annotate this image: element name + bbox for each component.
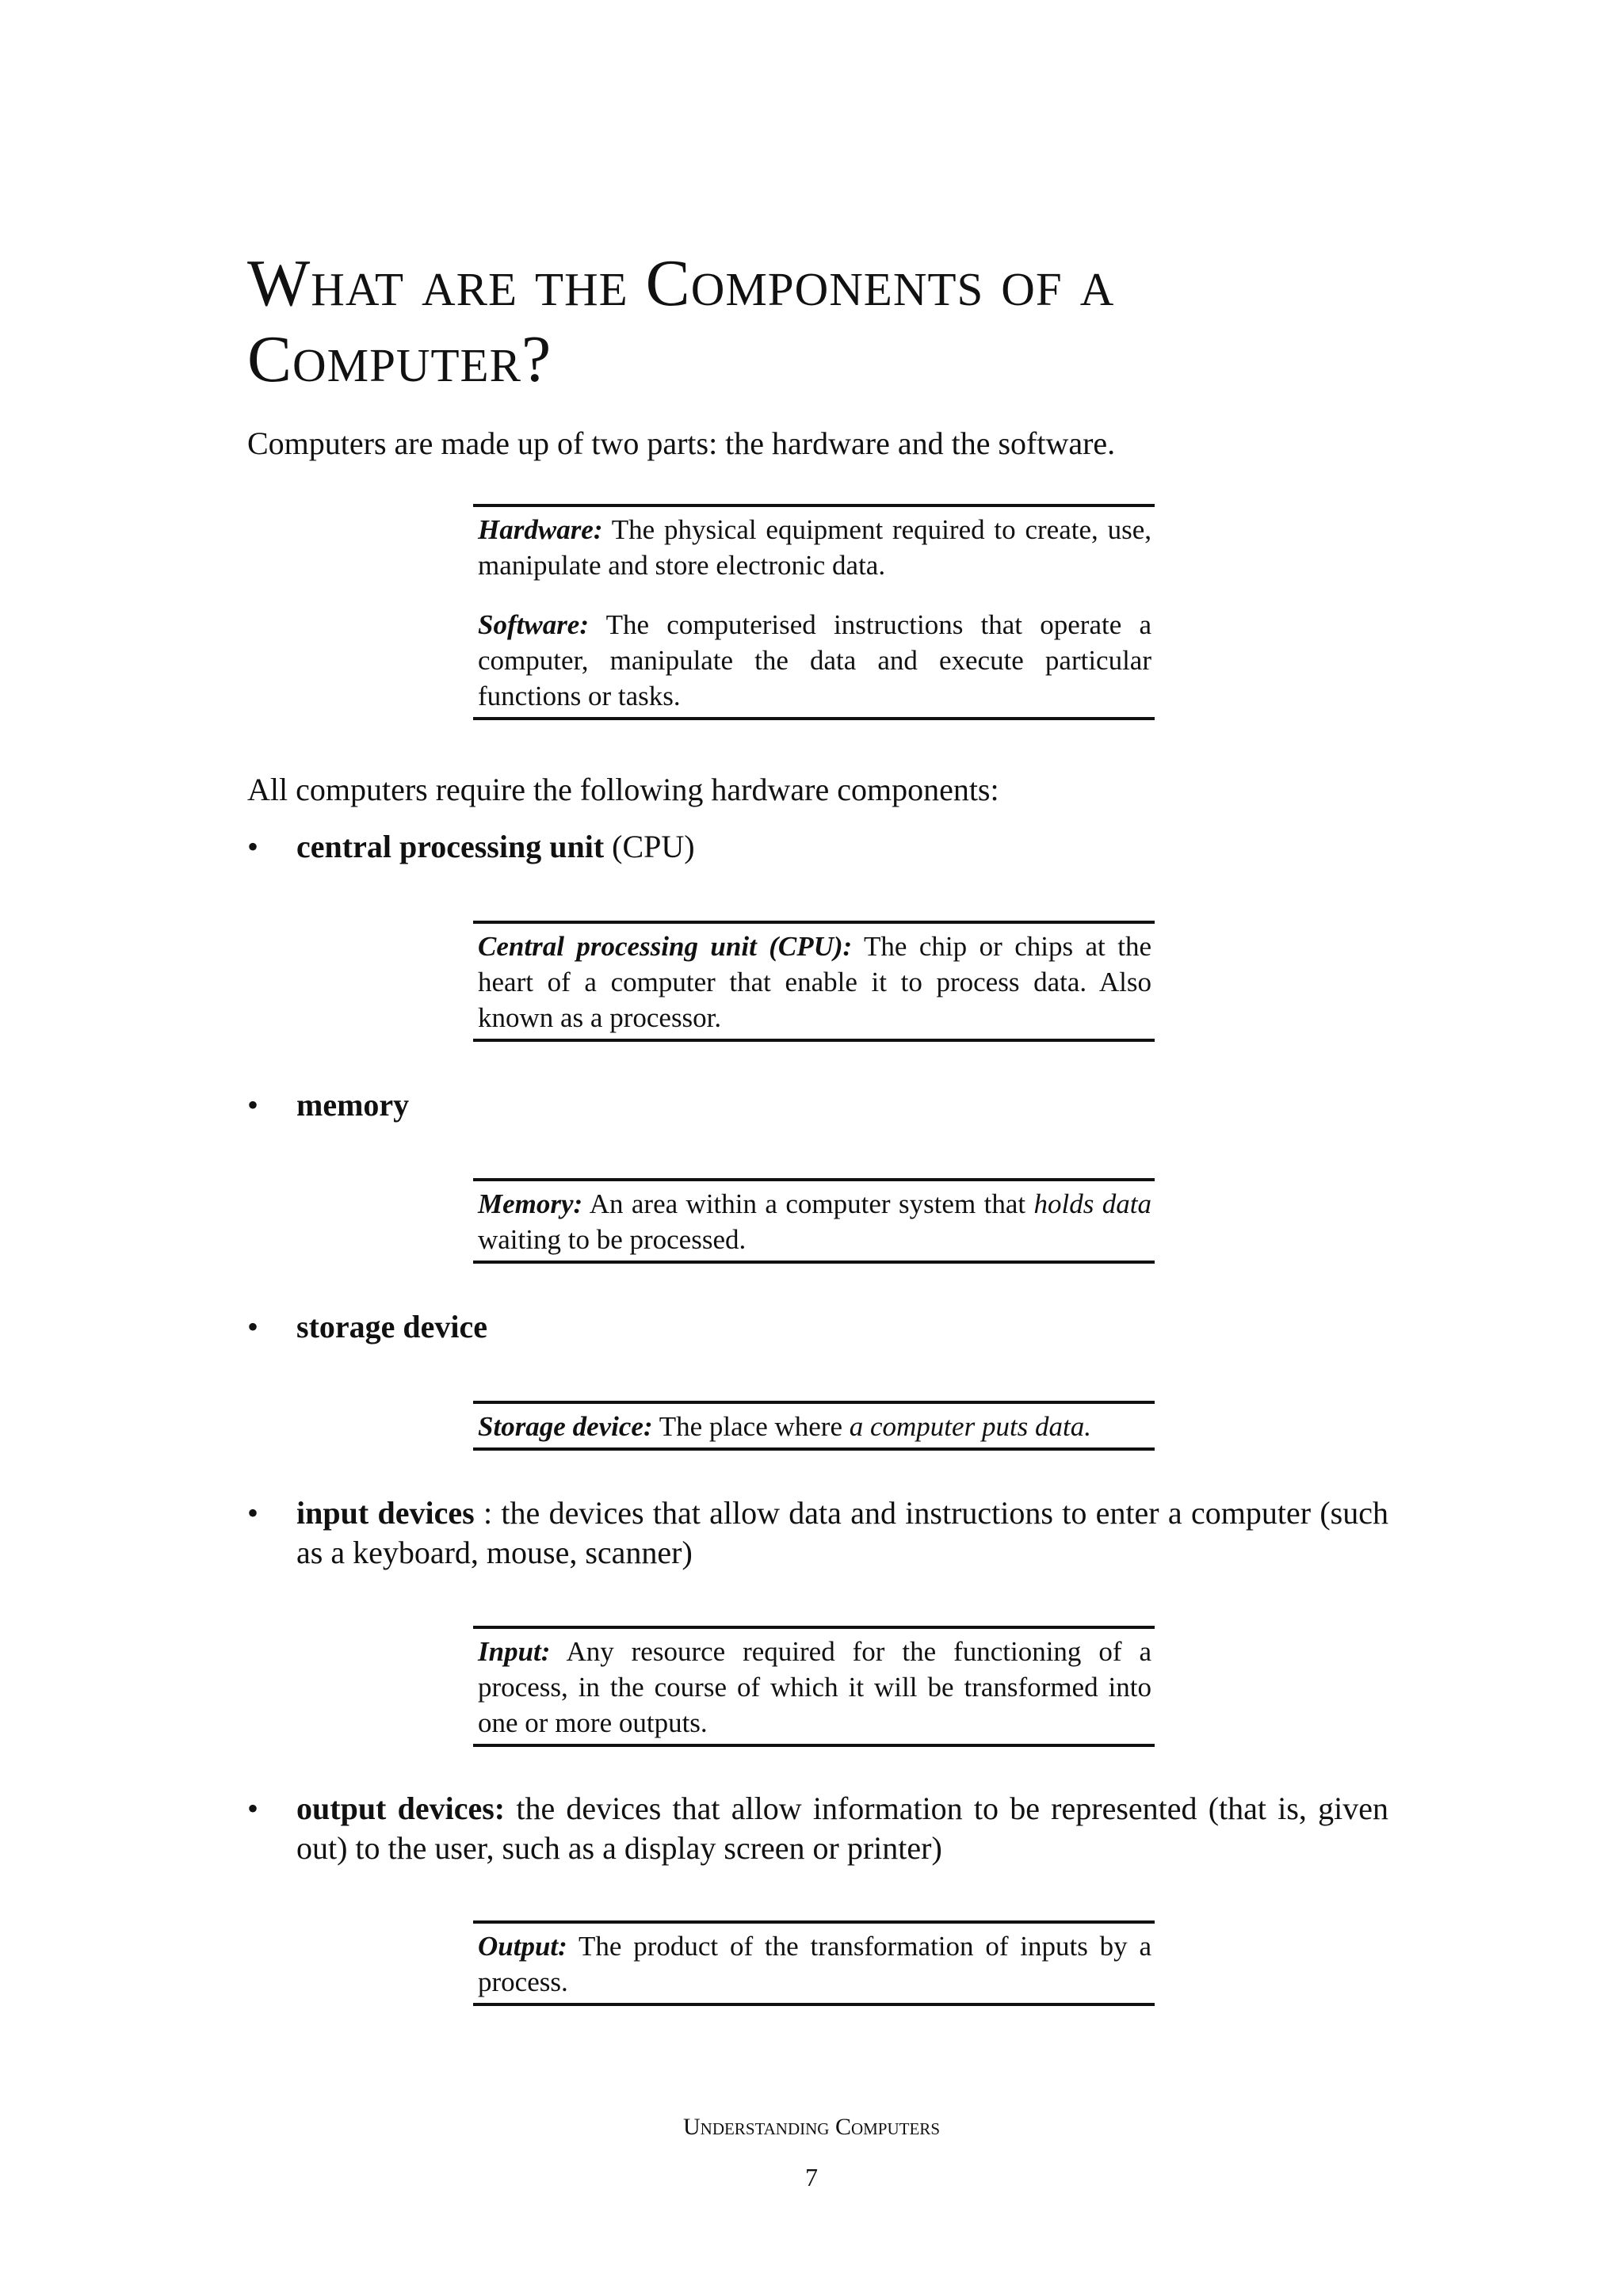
bullet-cpu xyxy=(247,827,1388,867)
box-bottom-rule xyxy=(473,1744,1155,1747)
definition-emphasis: a computer puts data. xyxy=(849,1411,1092,1442)
bullet-text: the devices that allow information to be represented (that is, given out) to the user, such as a display screen or printer) xyxy=(296,1791,1389,1866)
intro-paragraph: Computers are made up of two parts: the hardware and the software. xyxy=(247,425,1116,461)
bullet-bold: storage device xyxy=(296,1309,488,1344)
running-footer: Understanding Computers xyxy=(682,2114,940,2140)
definition-box-cpu xyxy=(473,921,1155,1042)
box-bottom-rule xyxy=(473,1039,1155,1042)
definition-emphasis: holds data xyxy=(1033,1188,1151,1219)
bullet-text: (CPU) xyxy=(612,829,695,864)
definition-box-storage xyxy=(473,1401,1155,1451)
definition-box-hardware-software xyxy=(473,504,1155,720)
bullet-input xyxy=(247,1493,1388,1573)
definition-term: Software: xyxy=(478,609,589,640)
definition-term: Memory: xyxy=(478,1188,583,1219)
definition-term: Hardware: xyxy=(478,514,603,545)
definition-box-input xyxy=(473,1626,1155,1747)
definition-software xyxy=(478,607,1151,714)
components-intro: All computers require the following hardware components: xyxy=(247,772,999,807)
bullet-bold: central processing unit xyxy=(296,829,605,864)
definition-text: The place where xyxy=(659,1411,842,1442)
definition-text: The product of the transformation of inputs by a process. xyxy=(478,1931,1151,1997)
definition-text: The physical equipment required to create, use, manipulate and store electronic data. xyxy=(478,514,1151,581)
bullet-bold: memory xyxy=(296,1087,410,1123)
bullet-dot: • xyxy=(247,1495,259,1531)
bullet-dot: • xyxy=(247,1087,259,1123)
definition-input xyxy=(478,1634,1151,1741)
bullet-output xyxy=(247,1789,1388,1868)
definition-box-memory xyxy=(473,1178,1155,1264)
definition-text: The chip or chips at the heart of a computer that enable it to process data. Also known as a processor. xyxy=(478,931,1151,1033)
box-bottom-rule xyxy=(473,2003,1155,2006)
bullet-dot: • xyxy=(247,1791,259,1826)
definition-term: Central processing unit (CPU): xyxy=(478,931,853,962)
box-bottom-rule xyxy=(473,717,1155,720)
bullet-dot: • xyxy=(247,829,259,864)
definition-term: Storage device: xyxy=(478,1411,653,1442)
definition-hardware xyxy=(478,512,1151,583)
definition-output xyxy=(478,1928,1151,2000)
bullet-bold: output devices: xyxy=(296,1791,506,1826)
definition-memory xyxy=(478,1186,1151,1257)
definition-text: An area within a computer system that xyxy=(589,1188,1026,1219)
definition-text: The computerised instructions that operate a computer, manipulate the data and execute particular functions or tasks. xyxy=(478,609,1151,711)
bullet-text: : the devices that allow data and instructions to enter a computer (such as a keyboard, mouse, scanner) xyxy=(296,1495,1389,1570)
definition-term: Input: xyxy=(478,1636,551,1667)
definition-cpu xyxy=(478,929,1151,1035)
box-bottom-rule xyxy=(473,1447,1155,1451)
page-title: What are the Components of a Computer? xyxy=(247,246,1115,396)
bullet-bold: input devices xyxy=(296,1495,475,1531)
bullet-dot: • xyxy=(247,1309,259,1344)
page-number: 7 xyxy=(805,2163,818,2191)
bullet-memory xyxy=(247,1085,1388,1125)
definition-text: waiting to be processed. xyxy=(478,1224,747,1255)
definition-term: Output: xyxy=(478,1931,567,1962)
bullet-storage xyxy=(247,1307,1388,1347)
definition-text: Any resource required for the functioning of a process, in the course of which it will be transformed into one or more outputs. xyxy=(478,1636,1151,1738)
definition-storage xyxy=(478,1409,1151,1444)
box-bottom-rule xyxy=(473,1261,1155,1264)
definition-box-output xyxy=(473,1920,1155,2006)
